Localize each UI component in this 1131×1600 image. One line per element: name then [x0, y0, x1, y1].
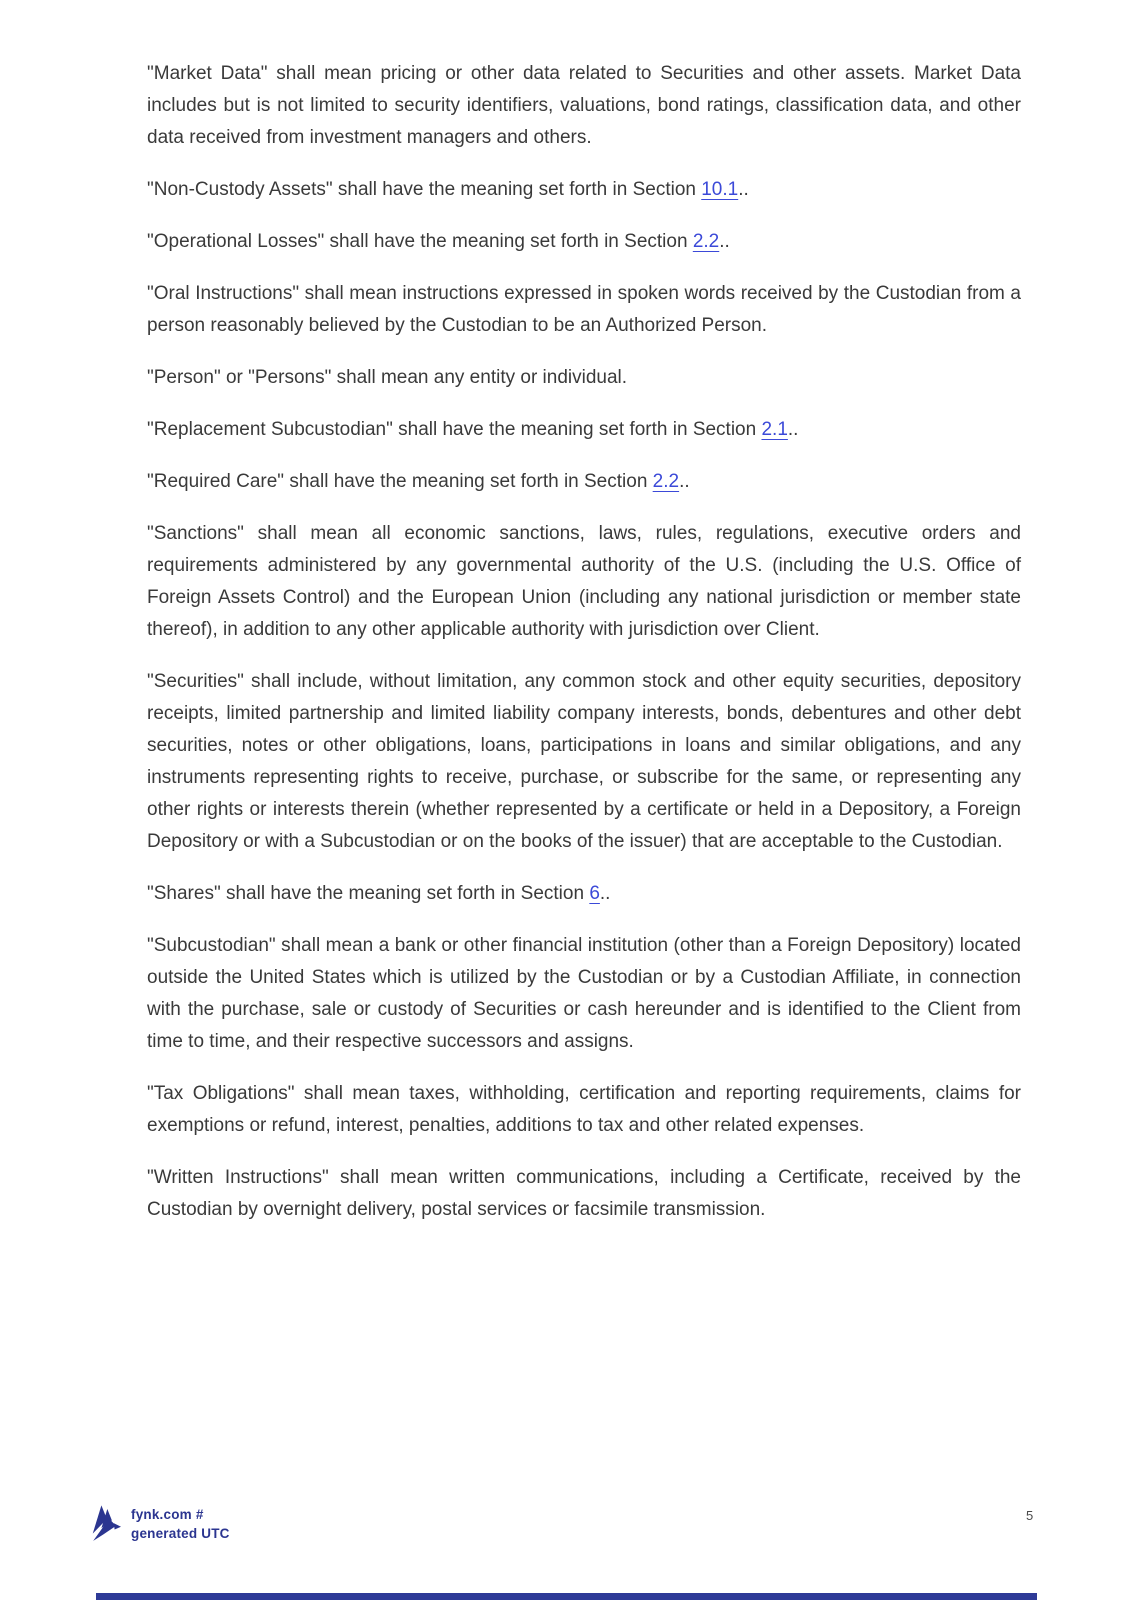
section-link[interactable]: 2.1 — [761, 419, 788, 440]
paragraph-text: "Shares" shall have the meaning set forth in Section — [147, 883, 590, 904]
paragraph — [147, 58, 1021, 154]
paragraph — [147, 414, 1021, 446]
paragraph-text: .. — [719, 231, 730, 252]
paragraph-text: .. — [679, 471, 690, 492]
paragraph — [147, 666, 1021, 858]
paragraph — [147, 362, 1021, 394]
paragraph-text: "Operational Losses" shall have the meaning set forth in Section — [147, 231, 693, 252]
paragraph — [147, 518, 1021, 646]
paragraph-text: "Securities" shall include, without limitation, any common stock and other equity securities, depository receipts, limited partnership and limited liability company interests, bonds, debentures and other debt securities, notes or other obligations, loans, participations in loans and similar obligations, and any instruments representing rights to receive, purchase, or subscribe for the same, or representing any other rights or interests therein (whether represented by a certificate or held in a Depository, a Foreign Depository or with a Subcustodian or on the books of the issuer) that are acceptable to the Custodian. — [147, 671, 1021, 852]
paragraph — [147, 1078, 1021, 1142]
paragraph-text: .. — [599, 883, 611, 904]
paragraph-text: "Subcustodian" shall mean a bank or other financial institution (other than a Foreign Depository) located outside the United States which is utilized by the Custodian or by a Custodian Affiliate, in connection with the purchase, sale or custody of Securities or cash hereunder and is identified to the Client from time to time, and their respective successors and assigns. — [147, 935, 1021, 1052]
section-link[interactable]: 10.1 — [701, 179, 739, 200]
section-link[interactable]: 2.2 — [652, 471, 680, 492]
document-body — [147, 58, 1021, 1226]
section-link[interactable]: 6 — [589, 883, 600, 904]
paragraph-text: "Market Data" shall mean pricing or other data related to Securities and other assets. Market Data includes but is not limited to security identifiers, valuations, bond ratings, classification data, and other data received from investment managers and others. — [147, 63, 1021, 148]
page-footer — [0, 1496, 1131, 1556]
paragraph-text: "Written Instructions" shall mean written communications, including a Certificate, received by the Custodian by overnight delivery, postal services or facsimile transmission. — [147, 1167, 1021, 1220]
paragraph-text: "Person" or "Persons" shall mean any entity or individual. — [147, 367, 628, 388]
paragraph-text: .. — [738, 179, 749, 200]
fynk-origami-bird-logo — [90, 1504, 121, 1545]
paragraph — [147, 878, 1021, 910]
paragraph-text: "Sanctions" shall mean all economic sanctions, laws, rules, regulations, executive orders and requirements administered by any governmental authority of the U.S. (including the U.S. Office of Foreign Assets Control) and the European Union (including any national jurisdiction or member state thereof), in addition to any other applicable authority with jurisdiction over Client. — [147, 523, 1021, 640]
page-number: 5 — [1026, 1508, 1034, 1523]
paragraph — [147, 226, 1021, 258]
paragraph — [147, 930, 1021, 1058]
paragraph — [147, 1162, 1021, 1226]
paragraph — [147, 278, 1021, 342]
paragraph-text: "Tax Obligations" shall mean taxes, withholding, certification and reporting requirements, claims for exemptions or refund, interest, penalties, additions to tax and other related expenses. — [147, 1083, 1021, 1136]
paragraph-text: "Replacement Subcustodian" shall have the meaning set forth in Section — [147, 419, 762, 440]
footer-generated-line: generated UTC — [131, 1526, 230, 1541]
section-link[interactable]: 2.2 — [692, 231, 720, 252]
paragraph-text: "Non-Custody Assets" shall have the meaning set forth in Section — [147, 179, 702, 200]
paragraph-text: "Required Care" shall have the meaning set forth in Section — [147, 471, 653, 492]
bottom-bar — [96, 1593, 1037, 1600]
footer-text — [131, 1505, 230, 1543]
paragraph — [147, 174, 1021, 206]
paragraph — [147, 466, 1021, 498]
paragraph-text: "Oral Instructions" shall mean instructions expressed in spoken words received by the Custodian from a person reasonably believed by the Custodian to be an Authorized Person. — [147, 283, 1021, 336]
footer-brand-line: fynk.com # — [131, 1507, 204, 1522]
paragraph-text: .. — [787, 419, 799, 440]
